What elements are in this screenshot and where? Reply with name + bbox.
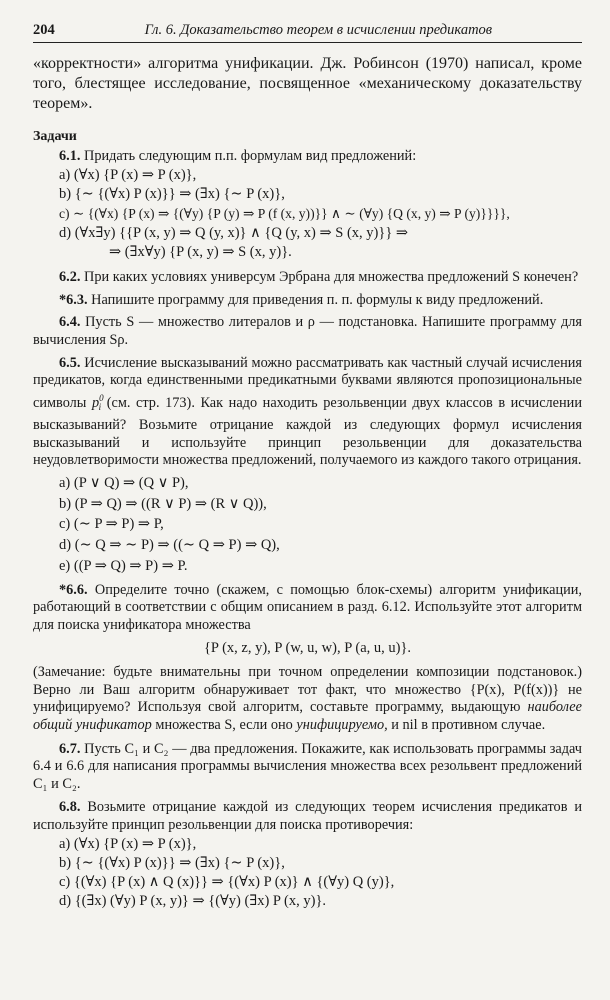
formula-6-1-a: a) (∀x) {P (x) ⇒ P (x)},	[59, 166, 197, 183]
page-header	[33, 22, 582, 43]
problem-number: 6.2.	[59, 269, 81, 286]
intro-paragraph: «корректности» алгоритма унификации. Дж. Робинсон (1970) написал, кроме того, блестящее исследование, посвященное «механическому доказательству теорем».	[33, 54, 582, 112]
formula-6-6-set: {P (x, z, y), P (w, u, w), P (a, u, u)}.	[203, 639, 412, 656]
formula-6-1-d: d) (∀x∃y) {{P (x, y) ⇒ Q (y, x)} ∧ {Q (y, x) ⇒ S (x, y)}} ⇒	[59, 224, 409, 241]
problem-text: Возьмите отрицание каждой из следующих теорем исчисления предикатов и используйте принцип резольвенции для поиска противоречия:	[33, 799, 582, 833]
problem-6-7	[33, 741, 582, 794]
formula-6-5-c: c) (∼ P ⇒ P) ⇒ P,	[59, 516, 164, 533]
problem-6-5	[33, 355, 582, 470]
formula-6-8-d: d) {(∃x) (∀y) P (x, y)} ⇒ {(∀y) (∃x) P (x, y)}.	[59, 893, 327, 910]
prop-symbol-sub: i	[98, 402, 102, 413]
problem-number: 6.5.	[59, 354, 81, 371]
note-italic: наиболее общий унификатор	[33, 699, 582, 733]
formula-6-1-b: b) {∼ {(∀x) P (x)}} ⇒ (∃x) {∼ P (x)},	[59, 186, 285, 203]
problem-text-cont: (см. стр. 173). Как надо находить резольвенции двух классов в исчислении высказываний? Возьмите отрицание каждой из следующих формул исчисления высказываний и используйте принцип резольвенции для доказательства неудовлетворимости множества предложений, получаемого из каждого такого отрицания.	[33, 394, 582, 469]
problem-text: Пусть S — множество литералов и ρ — подстановка. Напишите программу для вычисления Sρ.	[33, 314, 582, 349]
running-title: Гл. 6. Доказательство теорем в исчислении предикатов	[144, 22, 493, 38]
problem-6-8	[33, 799, 582, 834]
note-italic-2: унифицируемо,	[296, 716, 388, 733]
problem-text: Пусть C₁ и C₂ — два предложения. Покажите, как использовать программы задач 6.4 и 6.6 для написания программы вычисления множества всех резольвент предложений C₁ и C₂.	[33, 740, 582, 792]
formula-6-8-b: b) {∼ {(∀x) P (x)}} ⇒ (∃x) {∼ P (x)},	[59, 854, 285, 871]
problem-number: *6.6.	[59, 581, 88, 598]
section-title: Задачи	[33, 128, 77, 144]
formula-6-8-c: c) {(∀x) {P (x) ∧ Q (x)}} ⇒ {(∀x) P (x)} ∧ {(∀y) Q (y)},	[59, 874, 395, 891]
problem-6-6-note	[33, 664, 582, 734]
problem-text: Придать следующим п.п. формулам вид предложений:	[84, 148, 417, 165]
formula-6-1-d-cont: ⇒ (∃x∀y) {P (x, y) ⇒ S (x, y)}.	[109, 243, 292, 260]
formula-6-1-c: c) ∼ {(∀x) {P (x) ⇒ {(∀y) {P (y) ⇒ P (f (x, y))}} ∧ ∼ (∀y) {Q (x, y) ⇒ P (y)}}}},	[59, 206, 510, 222]
formula-6-8-a: a) (∀x) {P (x) ⇒ P (x)},	[59, 835, 197, 852]
problem-text: Напишите программу для приведения п. п. формулы к виду предложений.	[91, 291, 544, 308]
formula-6-5-b: b) (P ⇒ Q) ⇒ ((R ∨ P) ⇒ (R ∨ Q)),	[59, 495, 267, 512]
problem-6-4	[33, 314, 582, 349]
problem-number: *6.3.	[59, 291, 88, 308]
prop-symbol-sup: 0	[99, 392, 104, 403]
problem-number: 6.7.	[59, 740, 81, 757]
formula-6-5-a: a) (P ∨ Q) ⇒ (Q ∨ P),	[59, 474, 189, 491]
problem-text: Определите точно (скажем, с помощью блок-схемы) алгоритм унификации, работающий в соответствии с общим описанием в разд. 6.12. Используйте этот алгоритм для поиска унификатора множества	[33, 581, 582, 633]
formula-list-6-5	[33, 473, 582, 577]
formula-6-5-e: e) ((P ⇒ Q) ⇒ P) ⇒ P.	[59, 558, 188, 575]
problem-6-1	[33, 148, 582, 166]
problem-text: Исчисление высказываний можно рассматривать как частный случай исчисления предикатов, когда единственными предикатными буквами являются пропозициональные символы	[33, 354, 582, 411]
problem-6-2	[33, 269, 582, 287]
problem-text: При каких условиях универсум Эрбрана для множества предложений S конечен?	[84, 269, 579, 286]
prop-symbol	[91, 392, 104, 413]
problem-number: 6.8.	[59, 799, 81, 816]
page-number: 204	[33, 22, 55, 38]
note-text-end: и nil в противном случае.	[391, 716, 546, 733]
problem-number: 6.4.	[59, 314, 81, 331]
note-text-mid: множества S, если оно	[155, 716, 293, 733]
problem-6-6	[33, 582, 582, 635]
problem-6-3	[33, 292, 582, 310]
problem-number: 6.1.	[59, 148, 81, 165]
formula-6-5-d: d) (∼ Q ⇒ ∼ P) ⇒ ((∼ Q ⇒ P) ⇒ Q),	[59, 537, 280, 554]
note-text: (Замечание: будьте внимательны при точном определении композиции подстановок.) Верно ли Ваш алгоритм обнаруживает тот факт, что множество {P(x), P(f(x))} не унифицируемо? Используя свой алгоритм, составьте программу, выдающую	[33, 664, 582, 716]
prop-symbol-letter: p	[91, 394, 100, 411]
